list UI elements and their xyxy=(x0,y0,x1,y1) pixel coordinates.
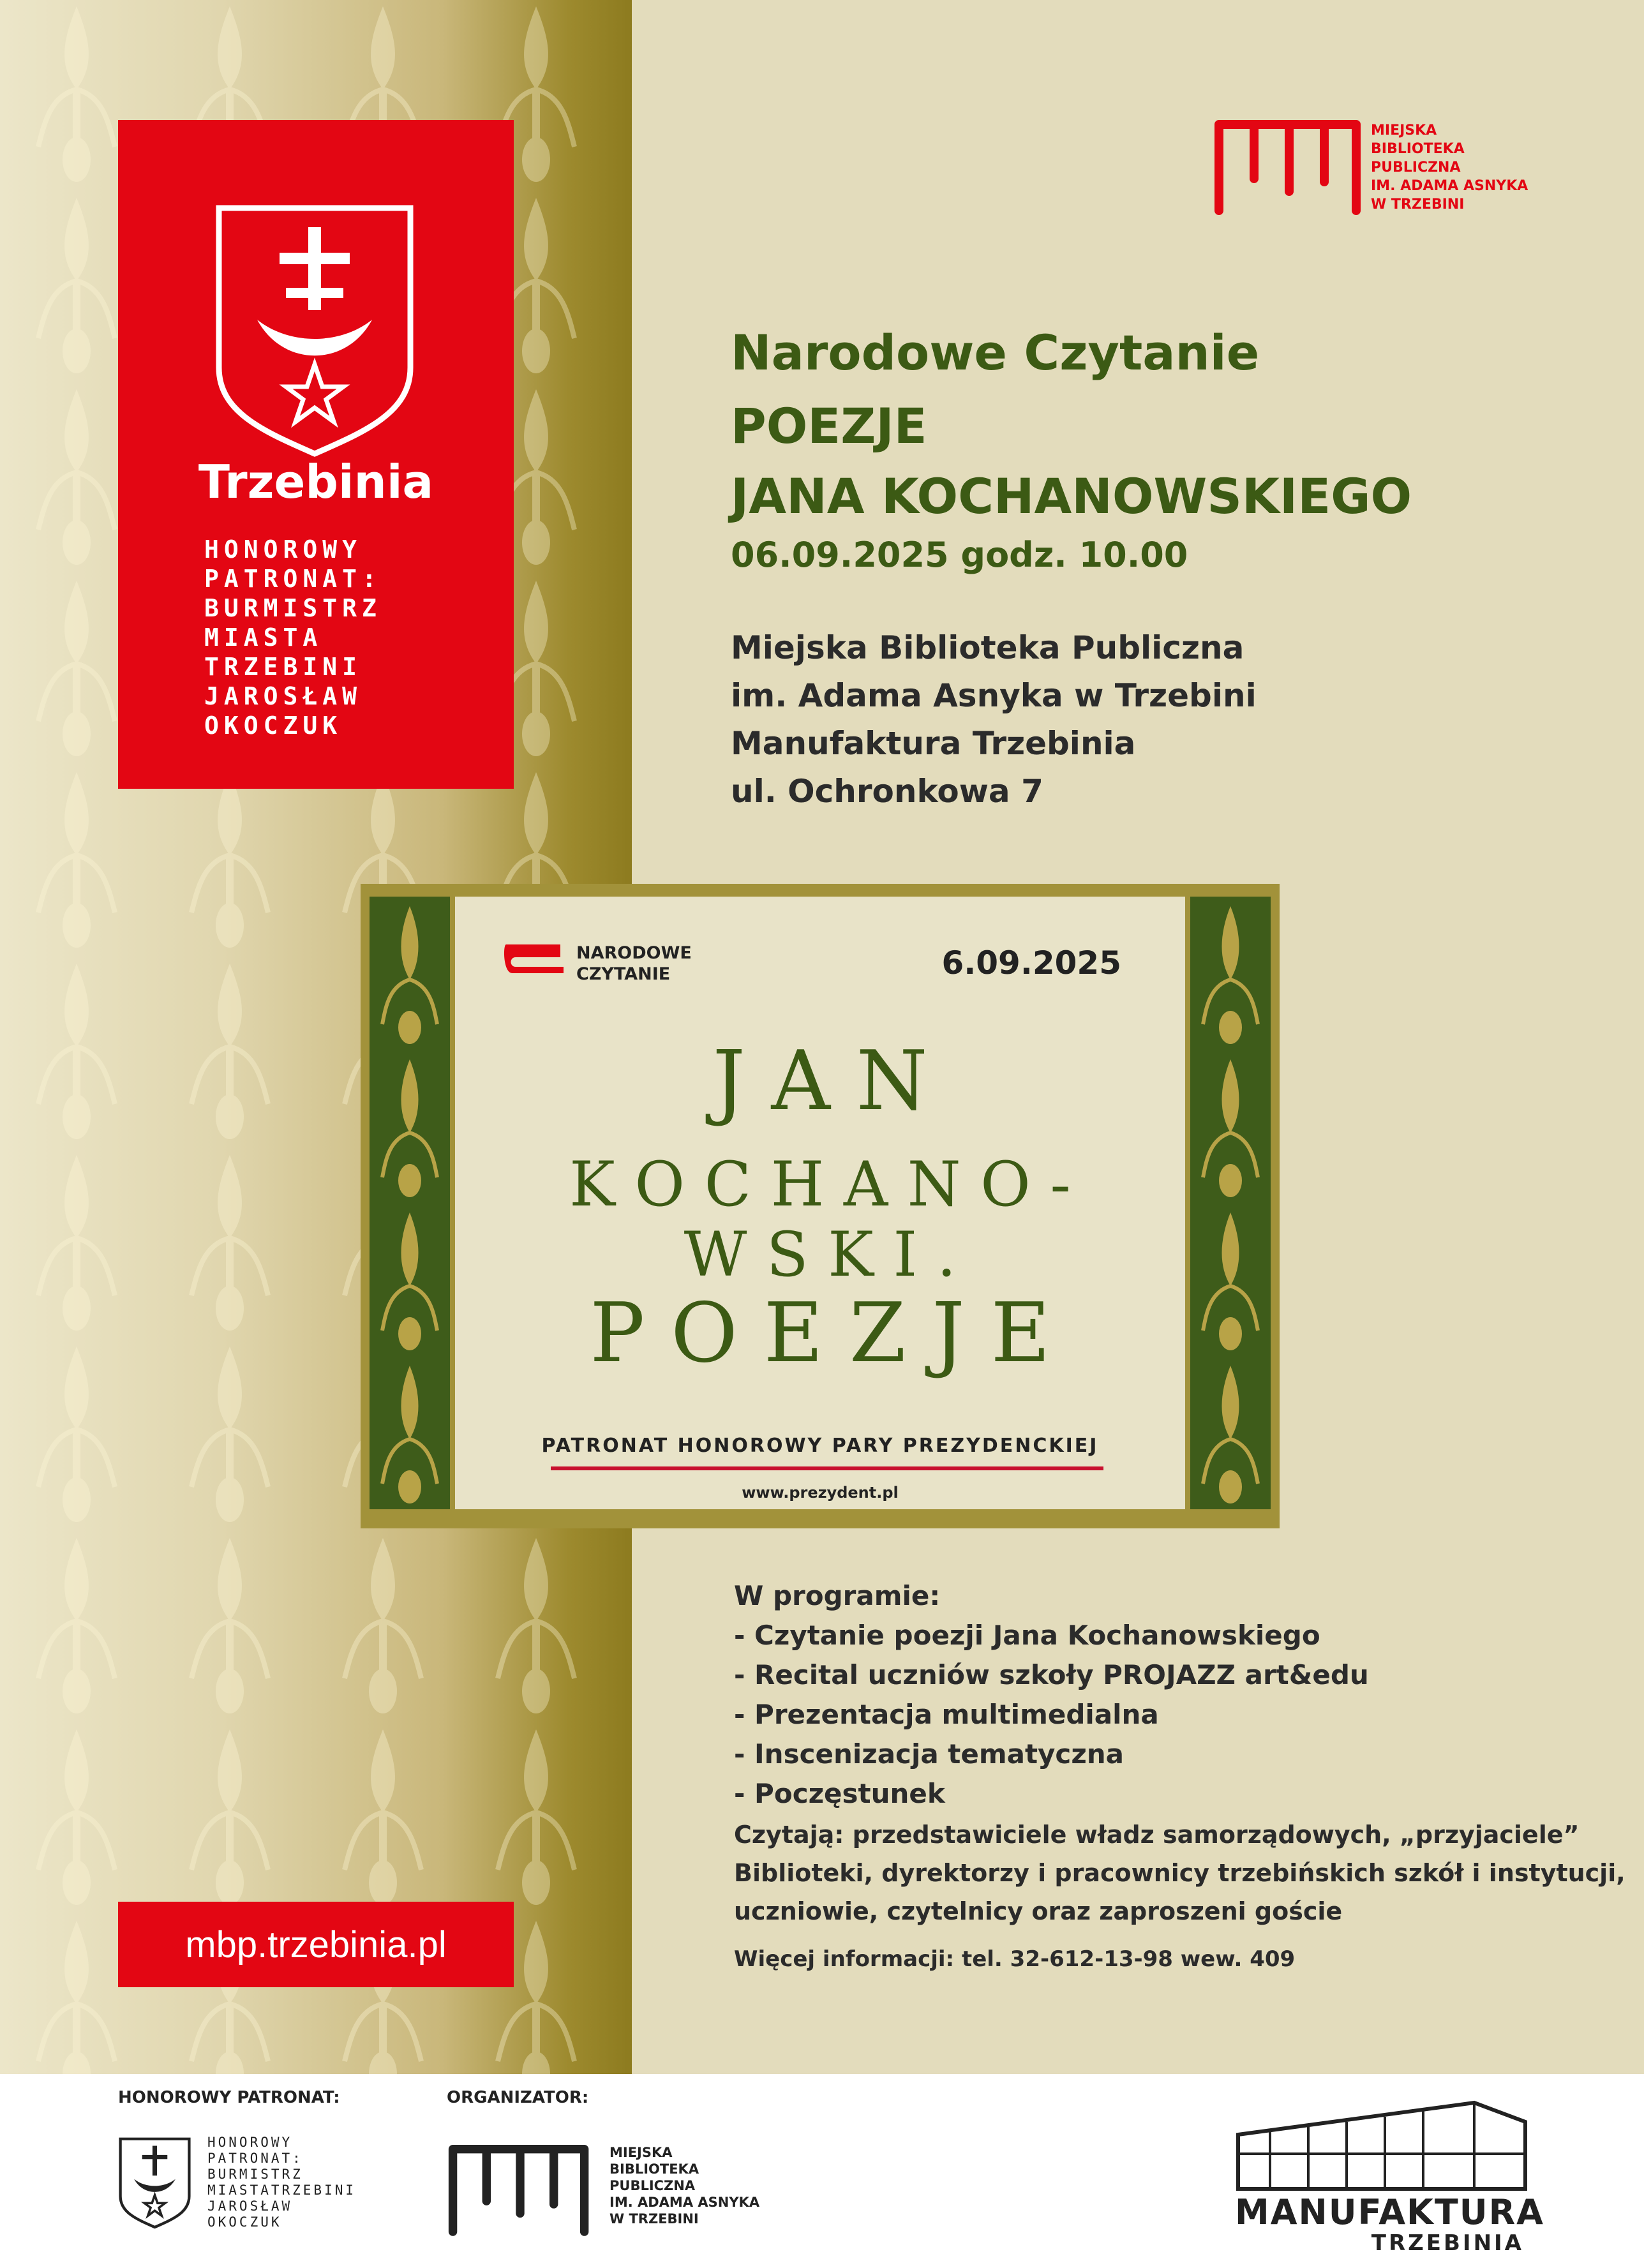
red-divider xyxy=(551,1466,1103,1470)
library-name xyxy=(1371,121,1528,214)
footer-patron-line: OKOCZUK xyxy=(207,2214,282,2230)
venue-info xyxy=(731,624,1257,816)
library-logo xyxy=(1213,115,1532,223)
patron-line: PATRONAT: xyxy=(204,565,382,593)
footer-org-line: BIBLIOTEKA xyxy=(609,2161,699,2177)
library-name-line: PUBLICZNA xyxy=(1371,160,1461,175)
footer-org-line: MIEJSKA xyxy=(609,2145,673,2160)
program-heading: W programie: xyxy=(734,1580,941,1611)
nc-line: CZYTANIE xyxy=(576,964,671,984)
title-line-1: Narodowe Czytanie xyxy=(731,324,1260,381)
patron-line: JAROSŁAW xyxy=(204,682,362,710)
program-item: - Poczęstunek xyxy=(734,1778,945,1809)
readers-line: Czytają: przedstawiciele władz samorządowych, „przyjaciele” xyxy=(734,1821,1580,1849)
patron-line: OKOCZUK xyxy=(204,712,343,740)
patron-line: HONOROWY xyxy=(204,535,362,563)
tulip-ornament-icon xyxy=(1190,897,1271,1509)
footer-patron-label: HONOROWY PATRONAT: xyxy=(118,2088,340,2107)
footer-patron-text xyxy=(207,2135,356,2230)
left-decor-strip xyxy=(370,897,450,1509)
patron-line: MIASTA xyxy=(204,623,323,652)
library-name-line: IM. ADAMA ASNYKA xyxy=(1371,178,1528,194)
program-item: - Czytanie poezji Jana Kochanowskiego xyxy=(734,1620,1320,1651)
manufaktura-logo xyxy=(1232,2096,1544,2256)
footer-patron-line: JAROSŁAW xyxy=(207,2198,293,2214)
patron-line: BURMISTRZ xyxy=(204,594,382,622)
library-name-line: MIEJSKA xyxy=(1371,123,1437,138)
manufaktura-sub: TRZEBINIA xyxy=(1371,2230,1524,2256)
library-m-icon xyxy=(1213,115,1366,217)
nc-line: NARODOWE xyxy=(576,943,692,963)
card-inner xyxy=(455,897,1185,1509)
kochanowski-card xyxy=(361,884,1280,1528)
footer-org-line: IM. ADAMA ASNYKA xyxy=(609,2195,760,2210)
readers-line: Biblioteki, dyrektorzy i pracownicy trzebińskich szkół i instytucji, xyxy=(734,1859,1625,1887)
website-link[interactable]: mbp.trzebinia.pl xyxy=(118,1902,514,1987)
patron-panel xyxy=(118,120,514,789)
big-title-line: K O C H A N O - xyxy=(569,1149,1071,1220)
readers-line: uczniowie, czytelnicy oraz zaproszeni goście xyxy=(734,1897,1343,1925)
footer-patron-line: MIASTATRZEBINI xyxy=(207,2182,357,2198)
footer-patron-line: HONOROWY xyxy=(207,2135,293,2150)
big-title-line: P O E Z J E xyxy=(590,1286,1050,1381)
event-datetime: 06.09.2025 godz. 10.00 xyxy=(731,535,1188,575)
footer-patron-line: BURMISTRZ xyxy=(207,2167,303,2182)
footer-library-m-icon xyxy=(447,2138,594,2240)
narodowe-czytanie-label xyxy=(576,943,692,985)
readers-text xyxy=(734,1816,1625,1930)
card-date: 6.09.2025 xyxy=(941,944,1121,981)
venue-line: ul. Ochronkowa 7 xyxy=(731,773,1043,810)
venue-line: Miejska Biblioteka Publiczna xyxy=(731,629,1244,666)
library-name-line: W TRZEBINI xyxy=(1371,197,1465,213)
city-name: Trzebinia xyxy=(198,455,434,509)
venue-line: im. Adama Asnyka w Trzebini xyxy=(731,677,1257,714)
program-list xyxy=(734,1576,1369,1814)
footer-org-line: PUBLICZNA xyxy=(609,2178,696,2193)
footer-patron-line: PATRONAT: xyxy=(207,2151,303,2166)
footer-crest-icon xyxy=(118,2135,191,2230)
right-decor-strip xyxy=(1190,897,1271,1509)
footer-organizer-label: ORGANIZATOR: xyxy=(447,2088,589,2107)
footer-org-line: W TRZEBINI xyxy=(609,2211,699,2227)
big-title-line: W S K I . xyxy=(684,1219,957,1290)
footer-organizer-text xyxy=(609,2144,759,2227)
venue-line: Manufaktura Trzebinia xyxy=(731,725,1136,762)
patron-text xyxy=(204,535,491,740)
program-item: - Inscenizacja tematyczna xyxy=(734,1738,1125,1770)
patron-line: TRZEBINI xyxy=(204,653,362,681)
presidential-patronage: PATRONAT HONOROWY PARY PREZYDENCKIEJ xyxy=(541,1435,1099,1457)
book-icon xyxy=(503,938,567,976)
manufaktura-name: MANUFAKTURA xyxy=(1235,2192,1544,2232)
event-title xyxy=(731,316,1412,584)
prezydent-link[interactable]: www.prezydent.pl xyxy=(742,1484,899,1502)
title-line-2: POEZJE xyxy=(731,398,927,454)
program-item: - Prezentacja multimedialna xyxy=(734,1699,1159,1730)
building-icon xyxy=(1232,2096,1532,2192)
big-title-line: J A N xyxy=(712,1034,928,1129)
title-line-3: JANA KOCHANOWSKIEGO xyxy=(731,468,1412,525)
trzebinia-crest-icon xyxy=(213,202,417,457)
library-name-line: BIBLIOTEKA xyxy=(1371,141,1465,157)
more-info: Więcej informacji: tel. 32-612-13-98 wew. 409 xyxy=(734,1946,1296,1972)
program-item: - Recital uczniów szkoły PROJAZZ art&edu xyxy=(734,1659,1369,1690)
tulip-ornament-icon xyxy=(370,897,450,1509)
